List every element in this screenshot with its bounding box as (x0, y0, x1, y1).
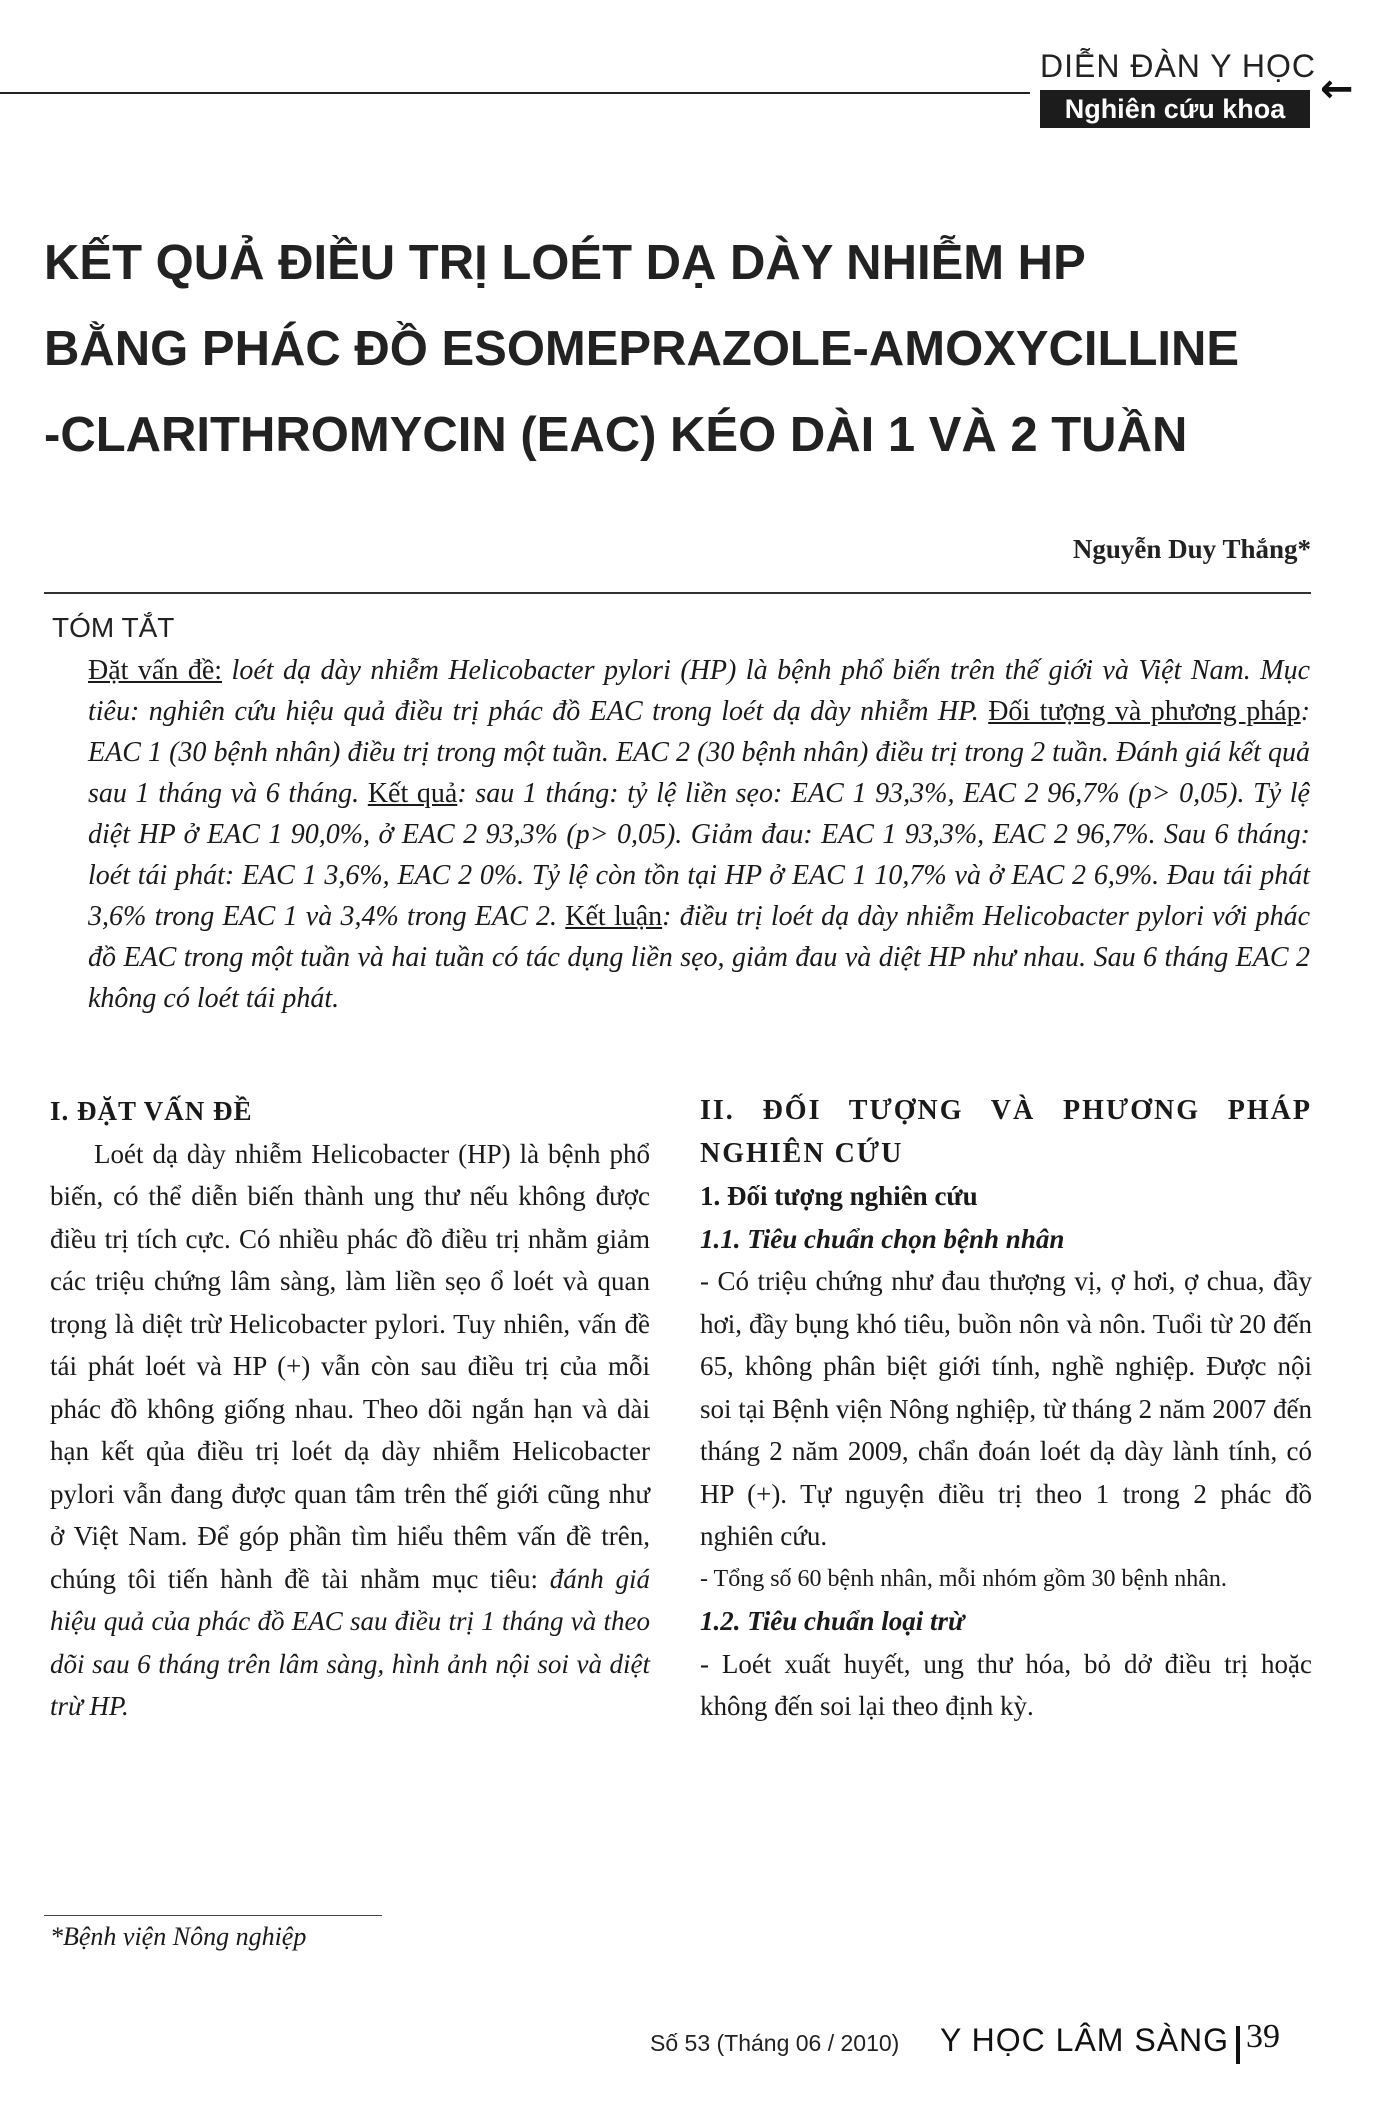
title-line-2: BẰNG PHÁC ĐỒ ESOMEPRAZOLE-AMOXYCILLINE (44, 322, 1240, 376)
footnote: *Bệnh viện Nông nghiệp (50, 1922, 307, 1951)
footer-journal: Y HỌC LÂM SÀNG (940, 2022, 1230, 2058)
left-column (50, 1090, 650, 1728)
exclusion-paragraph: - Loét xuất huyết, ung thư hóa, bỏ dở điều trị hoặc không đến soi lại theo định kỳ. (700, 1648, 1312, 1721)
background-label: Đặt vấn đề: (88, 655, 223, 686)
total-paragraph: - Tổng số 60 bệnh nhân, mỗi nhóm gồm 30 bệnh nhân. (700, 1565, 1227, 1592)
results-label: Kết quả (367, 778, 458, 809)
left-arrow-icon: ← (1320, 66, 1354, 112)
abstract-body (88, 650, 1310, 1019)
background-text: loét dạ dày nhiễm Helicobacter pylori (HP) là bệnh phổ biến trên thế giới và Việt Nam. (222, 655, 1251, 686)
conclusion-label: Kết luận (565, 901, 663, 932)
section1-paragraph (50, 1133, 650, 1728)
objective-text: Mục tiêu: nghiên cứu hiệu quả điều trị phác đồ EAC trong loét dạ dày nhiễm HP. (88, 655, 1311, 727)
page-number: 39 (1246, 2018, 1280, 2055)
title-line-1: KẾT QUẢ ĐIỀU TRỊ LOÉT DẠ DÀY NHIỄM HP (44, 236, 1086, 290)
results-text: : sau 1 tháng: tỷ lệ liền sẹo: EAC 1 93,3%, EAC 2 96,7% (p> 0,05). Tỷ lệ diệt HP ở EAC 1 90,0%, ở EAC 2 93,3% (p> 0,05). Giảm đau: EAC 1 93,3%, EAC 2 96,7%. Sau 6 tháng: loét tái phát: EAC 1 3,6%, EAC 2 0%. Tỷ lệ còn tồn tại HP ở EAC 1 10,7% và ở EAC 2 6,9%. Đau tái phát 3,6% trong EAC 1 và 3,4% trong EAC 2. (88, 778, 1310, 932)
methods-label: Đối tượng và phương pháp (988, 696, 1301, 727)
footnote-rule (44, 1915, 382, 1916)
header-rule (0, 92, 1030, 94)
section2-heading-line2: NGHIÊN CỨU (700, 1137, 904, 1169)
subsection-1-2: 1.2. Tiêu chuẩn loại trừ (700, 1606, 965, 1636)
methods-text: : EAC 1 (30 bệnh nhân) điều trị trong một tuần. EAC 2 (30 bệnh nhân) điều trị trong 2 tuần. Đánh giá kết quả sau 1 tháng và 6 tháng. (88, 696, 1311, 809)
section1-objective: đánh giá hiệu quả của phác đồ EAC sau điều trị 1 tháng và theo dõi sau 6 tháng trên lâm sàng, hình ảnh nội soi và diệt trừ HP. (50, 1563, 650, 1721)
article-title (44, 220, 1294, 478)
abstract-rule (44, 592, 1311, 594)
section-label: DIỄN ĐÀN Y HỌC (1040, 48, 1316, 84)
subsection-1: 1. Đối tượng nghiên cứu (700, 1181, 978, 1211)
page-footer (650, 2016, 1320, 2066)
section1-text: Loét dạ dày nhiễm Helicobacter (HP) là bệnh phổ biến, có thể diễn biến thành ung thư nếu không được điều trị tích cực. Có nhiều phác đồ điều trị nhằm giảm các triệu chứng lâm sàng, làm liền sẹo ổ loét và quan trọng là diệt trừ Helicobacter pylori. Tuy nhiên, vấn đề tái phát loét và HP (+) vẫn còn sau điều trị của mỗi phác đồ không giống nhau. Theo dõi ngắn hạn và dài hạn kết qủa điều trị loét dạ dày nhiễm Helicobacter pylori vẫn đang được quan tâm trên thế giới cũng như ở Việt Nam. Để góp phần tìm hiểu thêm vấn đề trên, chúng tôi tiến hành đề tài nhằm mục tiêu: (50, 1138, 650, 1594)
conclusion-text: : điều trị loét dạ dày nhiễm Helicobacter pylori với phác đồ EAC trong một tuần và hai tuần có tác dụng liền sẹo, giảm đau và diệt HP như nhau. Sau 6 tháng EAC 2 không có loét tái phát. (88, 901, 1310, 1014)
author: Nguyễn Duy Thắng* (1072, 534, 1311, 564)
subsection-1-1: 1.1. Tiêu chuẩn chọn bệnh nhân (700, 1223, 1065, 1254)
abstract-heading: TÓM TẮT (52, 612, 175, 643)
footer-divider (1236, 2026, 1240, 2064)
section2-heading-line1: II. ĐỐI TƯỢNG VÀ PHƯƠNG PHÁP (700, 1095, 1312, 1126)
section-badge: Nghiên cứu khoa học (1040, 90, 1310, 128)
inclusion-paragraph: - Có triệu chứng như đau thượng vị, ợ hơi, ợ chua, đầy hơi, đầy bụng khó tiêu, buồn nôn và nôn. Tuổi từ 20 đến 65, không phân biệt giới tính, nghề nghiệp. Được nội soi tại Bệnh viện Nông nghiệp, từ tháng 2 năm 2007 đến tháng 2 năm 2009, chẩn đoán loét dạ dày lành tính, có HP (+). Tự nguyện điều trị theo 1 trong 2 phác đồ nghiên cứu. (700, 1266, 1312, 1551)
footer-issue: Số 53 (Tháng 06 / 2010) (650, 2030, 900, 2056)
right-column (700, 1090, 1312, 1728)
title-line-3: -CLARITHROMYCIN (EAC) KÉO DÀI 1 VÀ 2 TUẦN (44, 408, 1188, 462)
section1-heading: I. ĐẶT VẤN ĐỀ (50, 1096, 253, 1126)
